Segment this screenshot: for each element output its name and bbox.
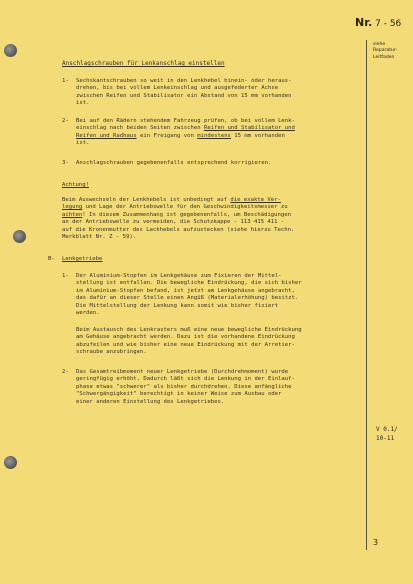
punch-hole-top	[4, 44, 17, 57]
text-line: Das Gesamtreibmoment neuer Lenkgetriebe (Durchdrehmoment) wurde	[76, 369, 289, 375]
text-line: ist.	[76, 140, 90, 147]
text-line: an der Antriebswelle zu vermeiden, die Schutzkappe - 113 415 411 -	[62, 219, 285, 226]
step-number: 3-	[62, 160, 69, 166]
text-line: Merkblatt Nr. Z - 59).	[62, 234, 137, 241]
margin-note-line: Leitfaden	[373, 54, 395, 60]
margin-reference-line: 10-11	[376, 434, 395, 442]
text-line: zwischen Reifen und Stabilisator ein Abstand von 15 mm vorhanden	[76, 92, 292, 99]
subsection-marker: B-	[48, 256, 55, 262]
text-line: werden.	[76, 310, 100, 317]
section-title: Anschlagschrauben für Lenkanschlag einstellen	[62, 60, 225, 67]
text-line: abzufeilen und wie bisher eine neue Eindrückung mit der Arretier-	[76, 341, 295, 348]
underlined-text: mindestens	[197, 132, 231, 139]
text-fragment: Beim Auswechseln der Lenkhebels ist unbedingt auf	[62, 197, 231, 203]
text-line: am Gehäuse angebracht werden. Dazu ist die vorhandene Eindrückung	[76, 334, 295, 341]
text-line: einschlag nach beiden Seiten zwischen	[76, 125, 204, 132]
text-line: einer anderen Einstellung des Lenkgetriebes.	[76, 398, 225, 405]
item-number: 2-	[62, 369, 69, 375]
step-3-text: Anschlagschrauben gegebenenfalls entsprechend korrigieren.	[76, 160, 272, 166]
underlined-text: die exakte Ver-	[230, 197, 281, 203]
document-number-value: 7 - 56	[375, 19, 402, 29]
attention-title: Achtung!	[62, 182, 89, 188]
text-line: auf die Kronenmutter des Lackhebels aufzustecken (siehe hierzu Techn.	[62, 226, 295, 233]
text-line: Beim Austausch des Lenkrasters muß eine neue bewegliche Eindrückung	[76, 327, 302, 333]
text-line: Sechskantschrauben so weit in den Lenkhebel hinein- oder heraus-	[76, 78, 292, 84]
document-number-label: Nr.	[355, 16, 373, 29]
underlined-text: Reifen und Stabilisator und	[203, 125, 295, 132]
margin-reference-line: V 0.1/	[376, 426, 398, 433]
margin-reference	[376, 426, 398, 443]
text-fragment: ! In diesem Zusammenhang ist gegebenenfalls, um Beschädigungen	[82, 211, 292, 218]
step-number: 1-	[62, 78, 69, 84]
text-line: Bei auf den Rädern stehendem Fahrzeug prüfen, ob bei vollem Lenk-	[76, 118, 295, 124]
punch-hole-middle	[13, 230, 26, 243]
step-1-text	[76, 78, 292, 108]
underlined-text: legung	[62, 204, 83, 211]
text-line: drehen, bis bei vollem Lenkeinschlag und ausgefederter Achse	[76, 85, 279, 92]
text-fragment: und Lage der Antriebswelle für den Geschwindigkeitsmesser zu	[82, 204, 288, 211]
step-2-text	[76, 118, 295, 148]
punch-hole-bottom	[4, 456, 17, 469]
item-number: 1-	[62, 273, 69, 279]
text-line: Der Aluminium-Stopfen im Lenkgehäuse zum Fixieren der Mittel-	[76, 273, 282, 279]
text-line: ist.	[76, 100, 90, 107]
margin-note-line: Reparatur-	[373, 48, 398, 54]
text-line: "Schwergängigkeit" berechtigt in keiner Weise zum Ausbau oder	[76, 391, 282, 398]
underlined-text: achten	[62, 211, 83, 218]
item-1-text	[76, 273, 302, 317]
item-2-text	[76, 369, 295, 406]
underlined-text: Reifen und Radhaus	[76, 132, 137, 139]
page-number: 3	[373, 538, 379, 547]
text-line: geringfügig erhöht. Dadurch läßt sich die Lenkung in der Einlauf-	[76, 376, 295, 383]
text-line: im Aluminium-Stopfen befand, ist jetzt am Lenkgehäuse angebracht,	[76, 287, 295, 294]
subsection-title: Lenkgetriebe	[62, 256, 103, 262]
text-line: Die Mittelstellung der Lenkung kann somit wie bisher fixiert	[76, 302, 279, 309]
attention-text	[62, 197, 294, 241]
margin-rule	[366, 40, 367, 550]
text-line: stellung ist entfallen. Die bewegliche Eindrückung, die sich bisher	[76, 280, 302, 287]
text-line: phase etwas "schwerer" als bisher durchdrehen. Diese anfängliche	[76, 383, 292, 390]
item-1-paragraph-2	[76, 327, 302, 357]
margin-note	[373, 42, 411, 61]
text-line: schraube anzubringen.	[76, 349, 147, 356]
text-fragment: 15 mm vorhanden	[230, 132, 285, 139]
margin-note-line: siehe	[373, 42, 386, 47]
text-line: das dafür an dieser Stelle einen Angüß (Materialerhöhung) besitzt.	[76, 295, 299, 302]
text-fragment: ein Freigang von	[136, 132, 198, 139]
document-number	[355, 16, 401, 29]
step-number: 2-	[62, 118, 69, 124]
